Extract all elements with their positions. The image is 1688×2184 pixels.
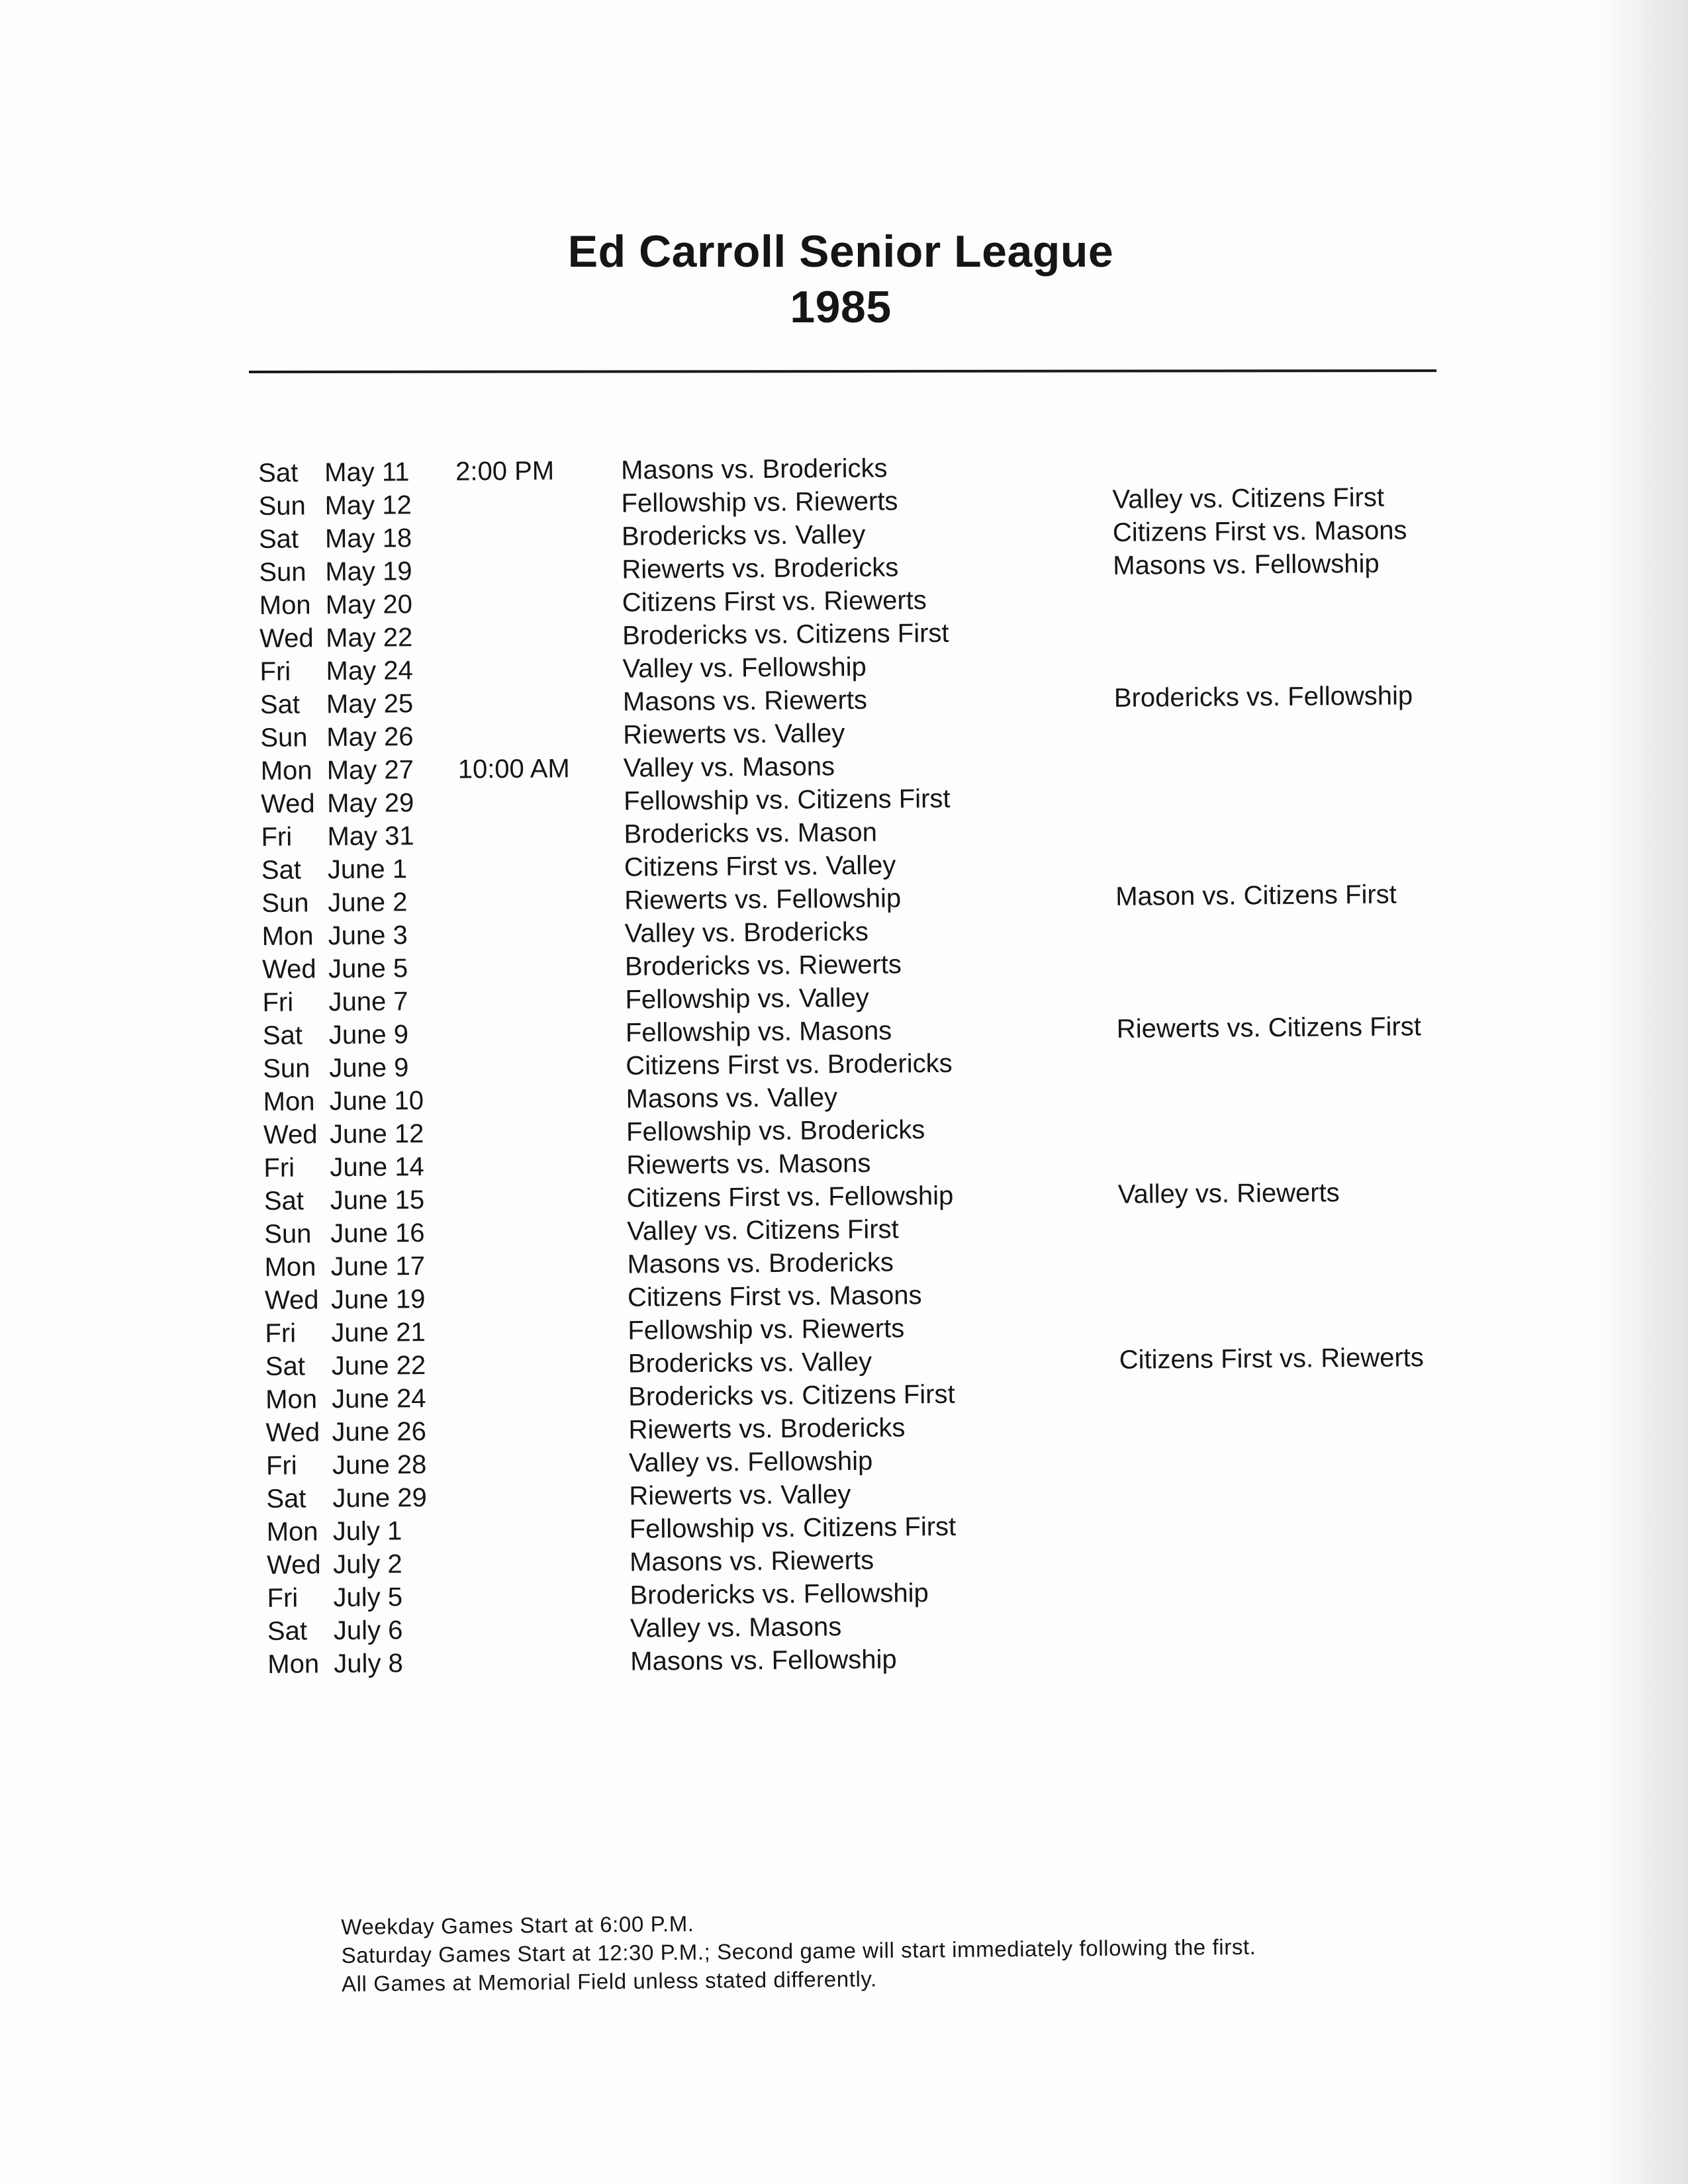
game-day: Wed xyxy=(261,954,316,984)
page-year: 1985 xyxy=(790,282,892,332)
game-matchup: Brodericks vs. Citizens First xyxy=(622,618,949,651)
second-game-matchup: Valley vs. Riewerts xyxy=(1117,1178,1340,1209)
game-date: May 11 xyxy=(324,457,410,488)
note-location: All Games at Memorial Field unless stated differently. xyxy=(341,1966,878,1996)
game-day: Mon xyxy=(266,1517,318,1547)
game-day: Wed xyxy=(264,1285,319,1315)
title-divider xyxy=(249,369,1436,373)
game-date: June 19 xyxy=(330,1285,426,1315)
game-date: June 2 xyxy=(328,887,408,918)
game-matchup: Brodericks vs. Valley xyxy=(628,1347,872,1379)
game-matchup: Citizens First vs. Fellowship xyxy=(626,1181,954,1213)
second-game-matchup: Citizens First vs. Masons xyxy=(1112,516,1407,547)
game-date: June 28 xyxy=(332,1450,427,1480)
note-saturday-start: Saturday Games Start at 12:30 P.M.; Second game will start immediately following the first. xyxy=(341,1934,1256,1968)
game-date: June 21 xyxy=(331,1318,426,1348)
game-date: May 31 xyxy=(327,821,414,852)
game-matchup: Valley vs. Fellowship xyxy=(628,1446,873,1478)
game-day: Sun xyxy=(258,491,306,521)
game-matchup: Fellowship vs. Citizens First xyxy=(629,1512,957,1544)
game-date: May 29 xyxy=(326,788,414,819)
second-game-matchup: Citizens First vs. Riewerts xyxy=(1119,1343,1424,1375)
game-date: June 22 xyxy=(331,1351,426,1381)
game-matchup: Valley vs. Citizens First xyxy=(627,1214,899,1246)
game-day: Mon xyxy=(260,756,312,786)
game-day: Fri xyxy=(263,1153,295,1183)
page-title: Ed Carroll Senior League xyxy=(567,226,1114,277)
game-matchup: Valley vs. Fellowship xyxy=(622,652,867,684)
game-date: July 1 xyxy=(332,1516,402,1547)
game-day: Sat xyxy=(261,855,302,885)
game-date: May 18 xyxy=(324,523,412,554)
game-matchup: Fellowship vs. Riewerts xyxy=(621,486,898,518)
game-date: July 5 xyxy=(333,1582,403,1613)
game-date: June 26 xyxy=(332,1417,427,1447)
game-date: July 2 xyxy=(332,1549,402,1580)
second-game-matchup: Valley vs. Citizens First xyxy=(1112,482,1385,514)
game-day: Sun xyxy=(260,723,308,752)
schedule-notes xyxy=(341,1902,1467,1998)
game-time: 2:00 PM xyxy=(455,456,555,486)
game-matchup: Citizens First vs. Brodericks xyxy=(626,1048,953,1081)
game-time: 10:00 AM xyxy=(457,754,570,784)
game-matchup: Riewerts vs. Valley xyxy=(623,719,845,750)
game-day: Sat xyxy=(263,1186,305,1216)
game-day: Sat xyxy=(259,690,301,719)
game-day: Sat xyxy=(258,524,299,554)
game-day: Wed xyxy=(260,789,315,819)
game-matchup: Citizens First vs. Valley xyxy=(624,850,896,882)
note-weekday-start: Weekday Games Start at 6:00 P.M. xyxy=(341,1911,694,1939)
game-day: Mon xyxy=(259,590,311,620)
game-date: June 12 xyxy=(329,1119,424,1150)
game-day: Sun xyxy=(263,1054,310,1083)
game-day: Fri xyxy=(261,822,293,852)
game-matchup: Fellowship vs. Valley xyxy=(625,983,869,1015)
game-day: Mon xyxy=(267,1649,320,1679)
game-matchup: Riewerts vs. Brodericks xyxy=(628,1413,906,1445)
game-day: Sat xyxy=(262,1021,303,1050)
game-date: June 17 xyxy=(330,1251,426,1282)
game-day: Sun xyxy=(259,557,306,587)
game-matchup: Valley vs. Masons xyxy=(623,752,835,783)
game-day: Wed xyxy=(266,1550,321,1580)
game-day: Fri xyxy=(265,1318,297,1348)
game-date: June 16 xyxy=(330,1218,425,1249)
game-date: June 9 xyxy=(329,1053,409,1083)
game-matchup: Masons vs. Riewerts xyxy=(629,1545,874,1577)
second-game-matchup: Masons vs. Fellowship xyxy=(1113,549,1380,580)
game-day: Wed xyxy=(263,1120,318,1150)
game-matchup: Fellowship vs. Riewerts xyxy=(628,1314,905,1345)
game-date: May 26 xyxy=(326,722,414,752)
game-matchup: Masons vs. Valley xyxy=(626,1083,838,1114)
game-date: May 12 xyxy=(324,490,412,521)
game-day: Fri xyxy=(267,1583,299,1613)
game-date: June 15 xyxy=(330,1185,425,1216)
game-matchup: Brodericks vs. Valley xyxy=(621,520,866,551)
game-date: June 5 xyxy=(328,954,408,984)
game-day: Wed xyxy=(259,623,314,653)
game-matchup: Valley vs. Masons xyxy=(630,1612,842,1643)
game-date: June 3 xyxy=(328,921,408,951)
game-day: Sun xyxy=(261,888,309,918)
game-day: Sat xyxy=(258,458,299,488)
game-date: May 27 xyxy=(326,755,414,786)
game-matchup: Brodericks vs. Citizens First xyxy=(628,1379,955,1412)
second-game-matchup: Riewerts vs. Citizens First xyxy=(1116,1012,1422,1044)
game-day: Fri xyxy=(259,657,291,686)
game-date: June 24 xyxy=(332,1384,426,1414)
game-date: June 14 xyxy=(330,1152,424,1183)
game-matchup: Riewerts vs. Masons xyxy=(626,1148,871,1180)
game-date: June 1 xyxy=(327,854,408,885)
game-date: May 25 xyxy=(326,689,414,719)
game-date: June 10 xyxy=(329,1086,424,1116)
game-day: Wed xyxy=(265,1418,320,1447)
game-day: Mon xyxy=(263,1087,315,1116)
game-day: Fri xyxy=(265,1451,297,1480)
game-matchup: Masons vs. Riewerts xyxy=(622,685,868,717)
game-day: Sun xyxy=(264,1219,312,1249)
game-matchup: Citizens First vs. Riewerts xyxy=(622,586,927,617)
game-matchup: Masons vs. Brodericks xyxy=(627,1248,894,1279)
game-day: Mon xyxy=(261,921,314,951)
game-matchup: Fellowship vs. Masons xyxy=(625,1016,892,1048)
game-date: May 24 xyxy=(326,656,413,686)
game-date: June 9 xyxy=(328,1020,409,1050)
game-date: June 29 xyxy=(332,1483,427,1514)
game-date: May 20 xyxy=(325,590,413,620)
game-day: Sat xyxy=(267,1616,308,1646)
schedule-table xyxy=(258,447,1466,1701)
game-date: July 8 xyxy=(334,1649,403,1679)
game-date: July 6 xyxy=(333,1615,403,1646)
game-matchup: Brodericks vs. Mason xyxy=(624,817,878,849)
game-matchup: Riewerts vs. Fellowship xyxy=(624,884,902,915)
game-day: Sat xyxy=(265,1351,306,1381)
second-game-matchup: Brodericks vs. Fellowship xyxy=(1113,681,1413,713)
game-matchup: Riewerts vs. Valley xyxy=(629,1480,851,1511)
game-matchup: Citizens First vs. Masons xyxy=(627,1281,922,1312)
game-matchup: Brodericks vs. Riewerts xyxy=(624,950,902,981)
game-matchup: Fellowship vs. Citizens First xyxy=(623,784,951,816)
game-matchup: Valley vs. Brodericks xyxy=(624,917,869,948)
game-matchup: Masons vs. Brodericks xyxy=(621,453,888,485)
game-date: May 19 xyxy=(325,557,412,587)
game-matchup: Fellowship vs. Brodericks xyxy=(626,1115,925,1147)
game-day: Mon xyxy=(265,1385,318,1414)
second-game-matchup: Mason vs. Citizens First xyxy=(1115,880,1397,911)
game-day: Sat xyxy=(266,1484,306,1514)
game-date: May 22 xyxy=(325,623,413,653)
game-day: Mon xyxy=(264,1252,316,1282)
game-matchup: Masons vs. Fellowship xyxy=(630,1645,897,1676)
game-matchup: Riewerts vs. Brodericks xyxy=(622,553,899,584)
game-day: Fri xyxy=(262,987,294,1017)
game-date: June 7 xyxy=(328,987,408,1017)
game-matchup: Brodericks vs. Fellowship xyxy=(630,1578,929,1610)
